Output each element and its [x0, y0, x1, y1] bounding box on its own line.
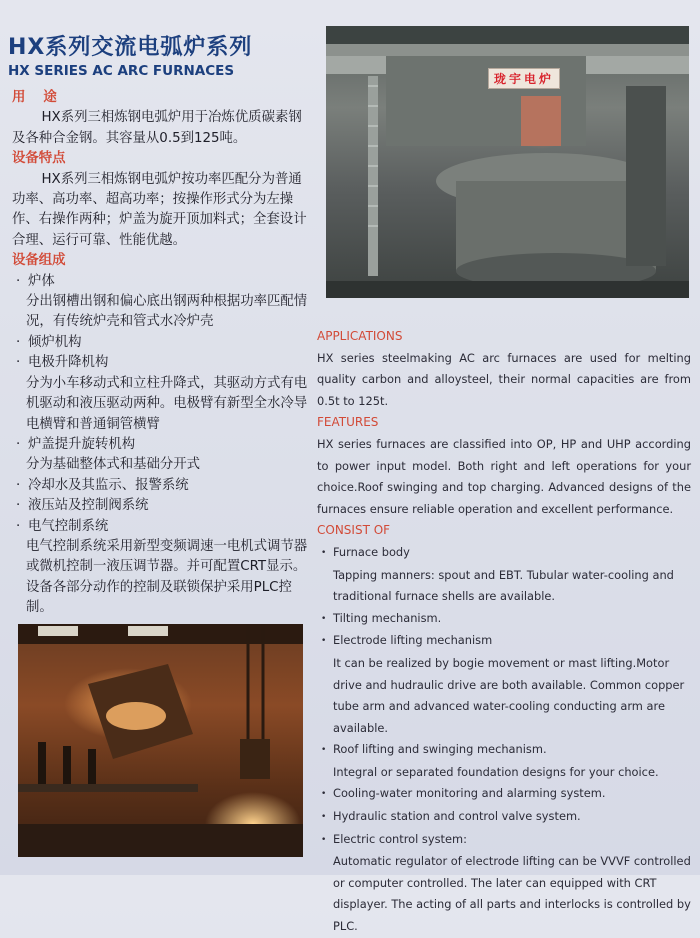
cn-item-desc: 分为基础整体式和基础分开式 [26, 457, 201, 473]
steelworks-illustration [18, 624, 303, 857]
list-item [317, 806, 691, 829]
cn-item-desc: 电气控制系统采用新型变频调速一电机式调节器或微机控制一液压调节器。并可配置CRT显示。设备各部分动作的控制及联锁保护采用PLC控制。 [26, 538, 308, 616]
page-title-english: HX SERIES AC ARC FURNACES [8, 63, 235, 79]
photo-caption-label: 珑宇电炉 [488, 68, 560, 89]
cn-component-list [12, 272, 308, 619]
en-item-desc: Integral or separated foundation designs for your choice. [333, 764, 659, 779]
en-item-desc: Automatic regulator of electrode lifting can be VVVF controlled or computer controlled. The later can equipped with CRT displayer. The acting of all parts and interlocks is controlled by PLC. [333, 854, 691, 934]
cn-consist-heading: 设备组成 [12, 253, 66, 269]
furnace-illustration [326, 26, 689, 298]
list-item [317, 630, 691, 739]
cn-item-name: · 炉盖提升旋转机构 [12, 435, 308, 455]
page-title-chinese: HX系列交流电弧炉系列 [8, 35, 253, 60]
cn-item-name: · 电气控制系统 [12, 517, 308, 537]
cn-applications-heading: 用途 [12, 90, 75, 105]
list-item [12, 517, 308, 619]
list-item [12, 496, 308, 516]
chinese-text-column [12, 88, 308, 619]
cn-item-name: · 冷却水及其监示、报警系统 [12, 476, 308, 496]
cn-item-name: · 炉体 [12, 272, 308, 292]
en-applications-text: HX series steelmaking AC arc furnaces are used for melting quality carbon and alloysteel, their normal capacities are from 0.5t to 125t. [317, 350, 691, 408]
en-item-name: • Furnace body [317, 542, 691, 565]
list-item [12, 333, 308, 353]
cn-item-name: · 电极升降机构 [12, 353, 308, 373]
en-item-name: • Cooling-water monitoring and alarming system. [317, 783, 691, 806]
en-item-desc: It can be realized by bogie movement or mast lifting.Motor drive and hudraulic drive are both available. Common copper tube arm and advanced water-cooling conducting arm are available. [333, 655, 685, 735]
cn-item-name: · 倾炉机构 [12, 333, 308, 353]
cn-features-heading: 设备特点 [12, 151, 66, 167]
list-item [317, 783, 691, 806]
list-item [12, 435, 308, 476]
en-features-text: HX series furnaces are classified into OP, HP and UHP according to power input model. Both right and left operations for your choice.Roof swinging and top charging. Advanced designs of the furnaces ensure reliable operation and excellent performance. [317, 436, 691, 516]
en-item-name: • Tilting mechanism. [317, 608, 691, 631]
en-consist-heading: CONSIST OF [317, 523, 391, 538]
cn-item-desc: 分为小车移动式和立柱升降式，其驱动方式有电机驱动和液压驱动两种。电极臂有新型全水冷导电横臂和普通铜管横臂 [26, 375, 308, 432]
en-item-desc: Tapping manners: spout and EBT. Tubular water-cooling and traditional furnace shells are available. [333, 567, 674, 604]
en-applications-heading: APPLICATIONS [317, 329, 403, 343]
list-item [317, 829, 691, 938]
molten-steel-photo [18, 624, 303, 857]
en-item-name: • Hydraulic station and control valve system. [317, 806, 691, 829]
list-item [12, 476, 308, 496]
cn-item-name: · 液压站及控制阀系统 [12, 496, 308, 516]
en-component-list [317, 542, 691, 938]
en-item-name: • Electric control system: [317, 829, 691, 852]
cn-features-text: HX系列三相炼钢电弧炉按功率匹配分为普通功率、高功率、超高功率；按操作形式分为左操作、右操作两种；炉盖为旋开顶加料式；全套设计合理、运行可靠、性能优越。 [12, 171, 307, 248]
list-item [12, 272, 308, 333]
list-item [12, 353, 308, 435]
list-item [317, 739, 691, 783]
list-item [317, 608, 691, 631]
english-text-column [317, 326, 691, 938]
en-features-heading: FEATURES [317, 415, 379, 430]
en-item-name: • Electrode lifting mechanism [317, 630, 691, 653]
list-item [317, 542, 691, 608]
furnace-photo [326, 26, 689, 298]
cn-applications-text: HX系列三相炼钢电弧炉用于冶炼优质碳素钢及各种合金钢。其容量从0.5到125吨。 [12, 110, 302, 146]
cn-item-desc: 分出钢槽出钢和偏心底出钢两种根据功率匹配情况，有传统炉壳和管式水冷炉壳 [26, 294, 308, 330]
en-item-name: • Roof lifting and swinging mechanism. [317, 739, 691, 762]
